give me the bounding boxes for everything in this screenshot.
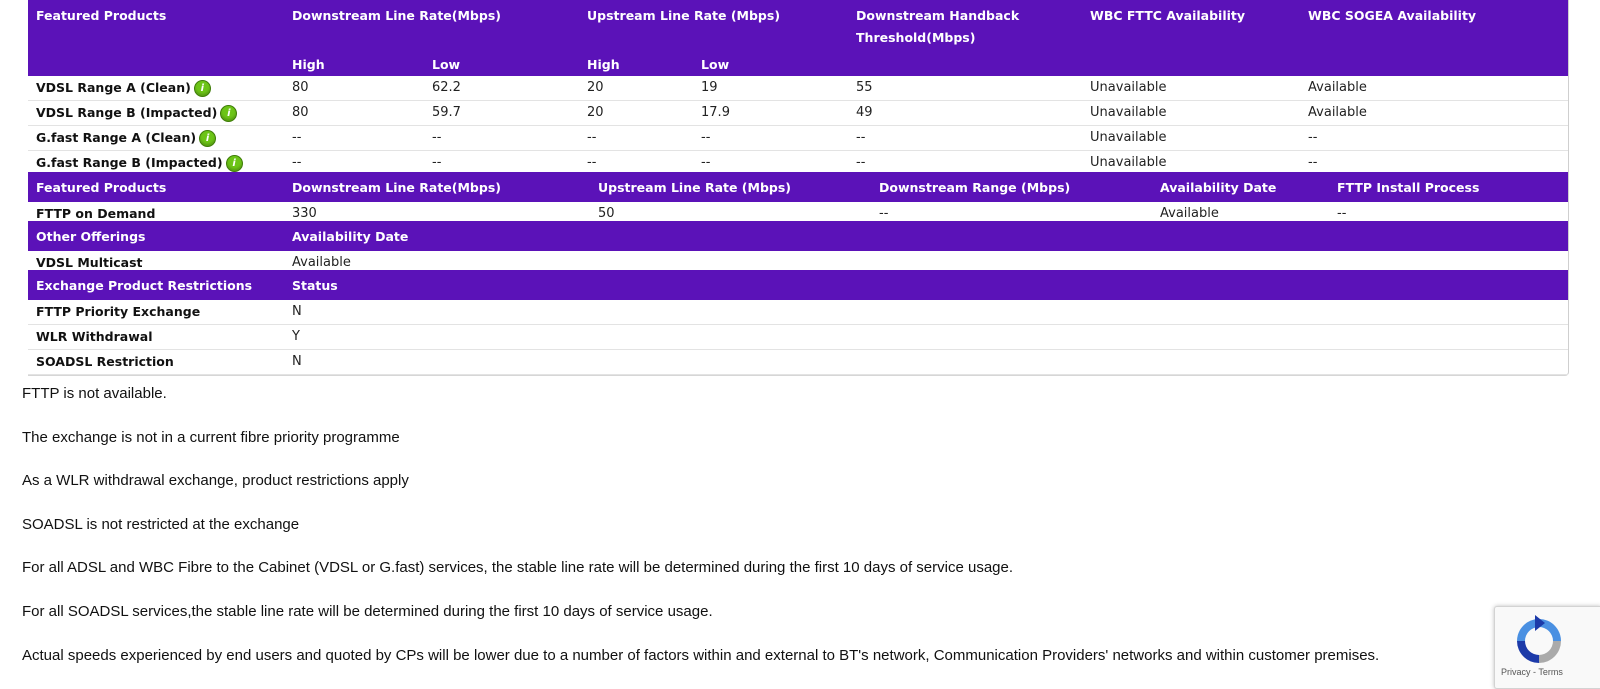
col-downstream-line-rate: Downstream Line Rate(Mbps) — [284, 0, 579, 52]
col-downstream-range: Downstream Range (Mbps) — [871, 172, 1152, 202]
product-name: VDSL Range B (Impacted) — [36, 105, 218, 120]
fttc-products-section — [28, 0, 1569, 177]
restriction-name: FTTP Priority Exchange — [28, 300, 284, 325]
note-adsl-wbc-line-rate: For all ADSL and WBC Fibre to the Cabinet (VDSL or G.fast) services, the stable line rate will be determined during the first 10 days of service usage. — [22, 559, 1014, 577]
restrictions-header-row — [28, 270, 1568, 300]
threshold-value: -- — [848, 151, 1082, 176]
col-restrictions: Exchange Product Restrictions — [28, 270, 284, 300]
note-fttp-availability: FTTP is not available. — [22, 385, 167, 402]
col-downstream-line-rate: Downstream Line Rate(Mbps) — [284, 172, 590, 202]
fttc-subheader-row — [28, 52, 1568, 76]
col-other-offerings: Other Offerings — [28, 221, 284, 251]
info-icon[interactable]: i — [194, 80, 211, 97]
up-low-value: -- — [693, 126, 848, 151]
info-icon[interactable]: i — [199, 130, 216, 147]
fttc-products-table — [28, 0, 1568, 176]
note-wlr-withdrawal: As a WLR withdrawal exchange, product restrictions apply — [22, 472, 409, 490]
recaptcha-links[interactable]: Privacy - Terms — [1501, 667, 1563, 677]
sogea-availability: -- — [1300, 126, 1568, 151]
subcol-down-high: High — [284, 52, 424, 76]
table-row — [28, 126, 1568, 151]
product-name: FTTP on Demand — [28, 202, 284, 227]
other-offerings-section — [28, 221, 1569, 277]
fttc-availability: Unavailable — [1082, 76, 1300, 101]
down-value: 330 — [284, 202, 590, 227]
other-offerings-table — [28, 221, 1568, 276]
info-icon[interactable]: i — [226, 155, 243, 172]
table-row — [28, 325, 1568, 350]
restrictions-section — [28, 270, 1569, 376]
down-high-value: -- — [284, 151, 424, 176]
offering-value: Available — [284, 251, 1568, 276]
fttc-availability: Unavailable — [1082, 151, 1300, 176]
fttp-header-row — [28, 172, 1568, 202]
subcol-down-low: Low — [424, 52, 579, 76]
restriction-status: N — [284, 300, 1568, 325]
col-wbc-fttc: WBC FTTC Availability — [1082, 0, 1300, 52]
up-value: 50 — [590, 202, 871, 227]
down-low-value: -- — [424, 151, 579, 176]
table-row — [28, 350, 1568, 375]
product-name: VDSL Range A (Clean) — [36, 80, 191, 95]
recaptcha-badge[interactable] — [1494, 606, 1600, 689]
note-actual-speeds: Actual speeds experienced by end users and quoted by CPs will be lower due to a number of factors within and external to BT's network, Communication Providers' networks and within customer premises. — [22, 646, 1380, 664]
restriction-name: SOADSL Restriction — [28, 350, 284, 375]
fttc-header-row — [28, 0, 1568, 52]
up-low-value: 17.9 — [693, 101, 848, 126]
restriction-status: Y — [284, 325, 1568, 350]
down-low-value: -- — [424, 126, 579, 151]
col-availability-date: Availability Date — [284, 221, 1568, 251]
col-availability-date: Availability Date — [1152, 172, 1329, 202]
table-row — [28, 101, 1568, 126]
up-high-value: 20 — [579, 101, 693, 126]
down-high-value: 80 — [284, 76, 424, 101]
threshold-value: -- — [848, 126, 1082, 151]
subcol-up-high: High — [579, 52, 693, 76]
restriction-name: WLR Withdrawal — [28, 325, 284, 350]
sogea-availability: -- — [1300, 151, 1568, 176]
down-low-value: 62.2 — [424, 76, 579, 101]
col-upstream-line-rate: Upstream Line Rate (Mbps) — [579, 0, 848, 52]
col-featured-products: Featured Products — [28, 172, 284, 202]
col-upstream-line-rate: Upstream Line Rate (Mbps) — [590, 172, 871, 202]
table-row — [28, 300, 1568, 325]
down-high-value: -- — [284, 126, 424, 151]
offering-name: VDSL Multicast — [28, 251, 284, 276]
col-wbc-sogea: WBC SOGEA Availability — [1300, 0, 1568, 52]
restriction-status: N — [284, 350, 1568, 375]
install-process-value: -- — [1329, 202, 1568, 227]
up-low-value: 19 — [693, 76, 848, 101]
other-header-row — [28, 221, 1568, 251]
threshold-value: 55 — [848, 76, 1082, 101]
up-low-value: -- — [693, 151, 848, 176]
col-featured-products: Featured Products — [28, 0, 284, 52]
note-fibre-priority: The exchange is not in a current fibre priority programme — [22, 428, 400, 446]
fttc-availability: Unavailable — [1082, 101, 1300, 126]
sogea-availability: Available — [1300, 101, 1568, 126]
recaptcha-icon — [1513, 615, 1565, 667]
info-icon[interactable]: i — [220, 105, 237, 122]
sogea-availability: Available — [1300, 76, 1568, 101]
up-high-value: -- — [579, 151, 693, 176]
note-soadsl-line-rate: For all SOADSL services,the stable line rate will be determined during the first 10 days of service usage. — [22, 602, 713, 620]
range-value: -- — [871, 202, 1152, 227]
subcol-up-low: Low — [693, 52, 848, 76]
up-high-value: 20 — [579, 76, 693, 101]
fttc-availability: Unavailable — [1082, 126, 1300, 151]
down-low-value: 59.7 — [424, 101, 579, 126]
notes-section — [22, 384, 1522, 689]
table-row — [28, 76, 1568, 101]
product-name: G.fast Range B (Impacted) — [36, 155, 223, 170]
threshold-value: 49 — [848, 101, 1082, 126]
product-name: G.fast Range A (Clean) — [36, 130, 197, 145]
fttp-products-section — [28, 172, 1569, 228]
col-fttp-install-process: FTTP Install Process — [1329, 172, 1568, 202]
fttp-products-table — [28, 172, 1568, 227]
col-status: Status — [284, 270, 1568, 300]
restrictions-table — [28, 270, 1568, 375]
down-high-value: 80 — [284, 101, 424, 126]
up-high-value: -- — [579, 126, 693, 151]
availability-value: Available — [1152, 202, 1329, 227]
note-soadsl-restriction: SOADSL is not restricted at the exchange — [22, 515, 300, 533]
col-handback-threshold: Downstream Handback Threshold(Mbps) — [848, 0, 1082, 52]
